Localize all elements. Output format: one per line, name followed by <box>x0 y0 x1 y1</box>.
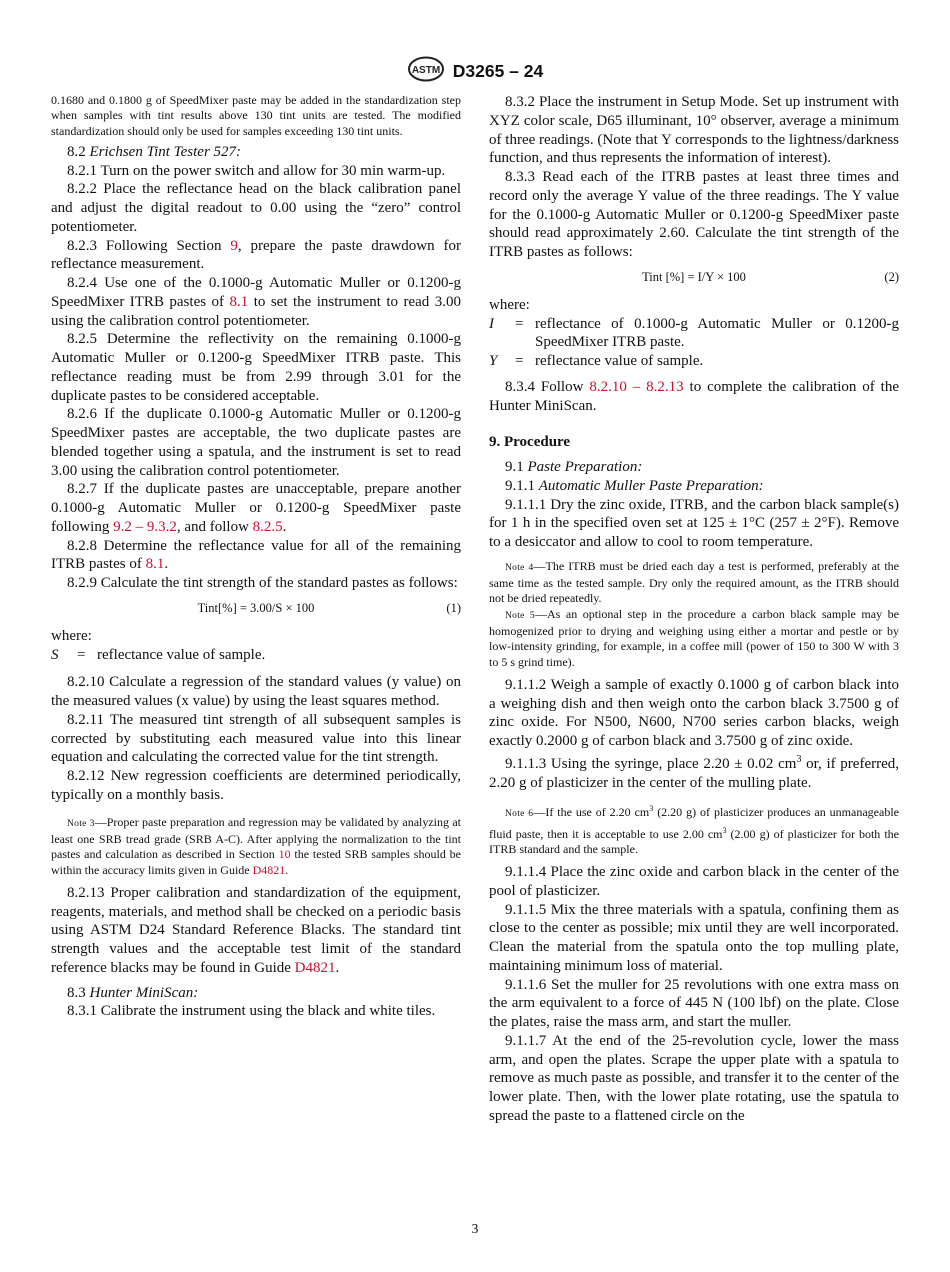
equation-2 <box>489 268 899 288</box>
note-3: Note 3—Proper paste preparation and regression may be validated by analyzing at least one SRB tread grade (SRB A-C). After applying the normalization to the tint pastes and calculation as described in Section 10 the tested SRB samples should be within the accuracy limits given in Guide D4821. <box>51 814 461 877</box>
equation-1-number: (1) <box>446 600 461 615</box>
para-9-1-1-3: 9.1.1.3 Using the syringe, place 2.20 ± 0.02 $cm^3$ or, if preferred, 2.20 g of plasticizer in the center of the mulling plate. <box>489 753 899 791</box>
para-8-3-4: 8.3.4 Follow 8.2.10 – 8.2.13 to complete the calibration of the Hunter MiniScan. <box>489 378 899 414</box>
link-d4821[interactable]: D4821 <box>252 862 286 877</box>
link-section-10[interactable]: 10 <box>278 847 291 862</box>
intro-text: 0.1680 and 0.1800 g of SpeedMixer paste may be added in the standardization step when samples with tint results above 130 tint units are tested. The modified standardization should only be used for samples exceeding 130 tint units. <box>51 93 461 138</box>
page-number: 3 <box>471 1221 479 1236</box>
note-5: Note 5—As an optional step in the procedure a carbon black sample may be homogenized prior to drying and weighing using either a mortar and pestle or by low-intensity grinding, for example, in a coffee mill (power of 150 to 300 W with 3 to 5 s grind time). <box>489 606 899 669</box>
para-8-2-11: 8.2.11 The measured tint strength of all subsequent samples is corrected by substituting each measured value into this linear equation and calculating the corrected value for the tint strength. <box>51 711 461 766</box>
equation-1-formula: Tint[%] = 3.00/S × 100 <box>197 600 315 615</box>
section-8-3: 8.3 Hunter MiniScan: <box>67 984 199 1001</box>
where-label-2: where: <box>489 296 530 313</box>
svg-text:ASTM: ASTM <box>411 65 440 76</box>
link-d4821-b[interactable]: D4821 <box>294 959 336 976</box>
link-9-2-9-3-2[interactable]: 9.2 – 9.3.2 <box>113 518 177 535</box>
para-9-1-1-4: 9.1.1.4 Place the zinc oxide and carbon black in the center of the pool of plasticizer. <box>489 864 899 899</box>
para-8-2-1: 8.2.1 Turn on the power switch and allow for 30 min warm-up. <box>67 162 446 179</box>
definition-s: S = reflectance value of sample. <box>51 646 266 663</box>
note-6: Note 6—If the use of 2.20 $cm^3$ (2.20 g) of plasticizer produces an unmanageable fluid paste, then it is acceptable to use 2.00 $cm^3$ (2.00 g) of plasticizer for both the ITRB standard and the sample. <box>489 804 899 856</box>
right-column <box>489 93 899 1126</box>
section-9-1-1: 9.1.1 Automatic Muller Paste Preparation: <box>505 477 764 494</box>
page-header <box>0 56 950 87</box>
para-8-2-8: 8.2.8 Determine the reflectance value for all of the remaining ITRB pastes of 8.1. <box>51 537 461 573</box>
para-8-2-3: 8.2.3 Following Section 9, prepare the paste drawdown for reflectance measurement. <box>51 237 461 273</box>
definitions-eq1 <box>51 646 265 665</box>
para-8-2-4: 8.2.4 Use one of the 0.1000-g Automatic Muller or 0.1200-g SpeedMixer ITRB pastes of 8.1 to set the instrument to read 3.00 using the calibration control potentiometer. <box>51 275 461 329</box>
para-9-1-1-2: 9.1.1.2 Weigh a sample of exactly 0.1000 g of carbon black into a weighing dish and then weigh onto the carbon black 3.7500 g of zinc oxide. For N500, N600, N700 series carbon blacks, weigh exactly 0.2000 g of carbon black and 3.7500 g of zinc oxide. <box>489 676 899 750</box>
link-8-2-5[interactable]: 8.2.5 <box>252 518 283 535</box>
equation-1 <box>51 599 461 619</box>
note-4: Note 4—The ITRB must be dried each day a test is performed, preferably at the same time as the tested sample. Dry only the required amount, as the ITRB should not be dried repeatedly. <box>489 558 899 606</box>
para-8-3-1: 8.3.1 Calibrate the instrument using the black and white tiles. <box>67 1003 436 1020</box>
para-9-1-1-6: 9.1.1.6 Set the muller for 25 revolutions with one extra mass on the arm equivalent to a force of 445 N (100 lbf) on the plate. Close the plates, raise the mass arm, and start the muller. <box>489 976 899 1031</box>
section-9-1: 9.1 Paste Preparation: <box>505 459 643 475</box>
where-label: where: <box>51 627 92 644</box>
link-section-9[interactable]: 9 <box>230 237 238 254</box>
para-8-2-9: 8.2.9 Calculate the tint strength of the standard pastes as follows: <box>67 575 458 592</box>
left-column <box>51 93 461 1021</box>
para-9-1-1-1: 9.1.1.1 Dry the zinc oxide, ITRB, and the carbon black sample(s) for 1 h in the specified oven set at 125 ± 1°C (257 ± 2°F). Remove to a desiccator and allow to cool to room temperature. <box>489 496 899 550</box>
definition-y: Y = reflectance value of sample. <box>489 353 704 369</box>
heading-procedure: 9. Procedure <box>489 434 571 451</box>
para-8-3-2: 8.3.2 Place the instrument in Setup Mode. Set up instrument with XYZ color scale, D65 illuminant, 10° observer, average a minimum of three readings. (Note that Y corresponds to the lightness/darkness function, and thus represents the information of interest). <box>489 94 899 167</box>
definition-i: I = reflectance of 0.1000-g Automatic Muller or 0.1200-g SpeedMixer ITRB paste. <box>489 315 899 351</box>
para-8-2-5: 8.2.5 Determine the reflectivity on the remaining 0.1000-g Automatic Muller or 0.1200-g SpeedMixer ITRB paste. This reflectance reading must be from 2.99 through 3.01 for the duplicate pastes to be considered acceptable. <box>51 331 461 404</box>
para-9-1-1-7: 9.1.1.7 At the end of the 25-revolution cycle, lower the mass arm, and open the plates. Scrape the upper plate with a spatula to remove as much paste as possible, and transfer it to the center of the lower plate. Then, with the lower plate rotating, use the spatula to spread the paste to a flattened circle on the <box>489 1032 899 1124</box>
link-8-1-b[interactable]: 8.1 <box>145 556 165 573</box>
section-8-2: 8.2 Erichsen Tint Tester 527: <box>67 143 242 160</box>
para-8-2-6: 8.2.6 If the duplicate 0.1000-g Automatic Muller or 0.1200-g SpeedMixer pastes are acceptable, the two duplicate pastes are blended together using a spatula, and the instrument is set to read 3.00 using the calibration control potentiometer. <box>51 406 461 479</box>
para-9-1-1-5: 9.1.1.5 Mix the three materials with a spatula, confining them as close to the center as possible; mix until they are well incorporated. Clean the material from the spatula onto the top mulling plate, maintaining minimum loss of material. <box>489 901 899 974</box>
para-8-2-12: 8.2.12 New regression coefficients are determined periodically, typically on a monthly basis. <box>51 768 461 803</box>
document-id: D3265 – 24 <box>452 61 544 81</box>
para-8-2-7: 8.2.7 If the duplicate pastes are unacceptable, prepare another 0.1000-g Automatic Muller or 0.1200-g SpeedMixer paste following 9.2 – 9.3.2, and follow 8.2.5. <box>51 481 461 535</box>
link-8-2-10-8-2-13[interactable]: 8.2.10 – 8.2.13 <box>589 378 684 395</box>
definitions-eq2 <box>489 315 899 371</box>
equation-2-formula: Tint [%] = I/Y × 100 <box>642 269 746 284</box>
link-8-1[interactable]: 8.1 <box>229 293 249 310</box>
para-8-2-2: 8.2.2 Place the reflectance head on the black calibration panel and adjust the digital readout to 0.00 using the “zero” control potentiometer. <box>51 181 461 235</box>
para-8-2-10: 8.2.10 Calculate a regression of the standard values (y value) on the measured values (x value) by using the least squares method. <box>51 674 461 710</box>
para-8-3-3: 8.3.3 Read each of the ITRB pastes at least three times and record only the average Y value of the three readings. The Y value for the 0.1000-g Automatic Muller or 0.1200-g SpeedMixer paste should read approximately 2.60. Calculate the tint strength of the ITRB pastes as follows: <box>489 169 899 260</box>
para-8-2-13: 8.2.13 Proper calibration and standardization of the equipment, reagents, materials, and method shall be checked on a periodic basis using ASTM D24 Standard Reference Blacks. The standard tint strength values and the acceptable test limit of the standard reference blacks may be found in Guide D4821. <box>51 884 461 976</box>
equation-2-number: (2) <box>884 269 899 284</box>
astm-logo-icon <box>407 56 445 87</box>
